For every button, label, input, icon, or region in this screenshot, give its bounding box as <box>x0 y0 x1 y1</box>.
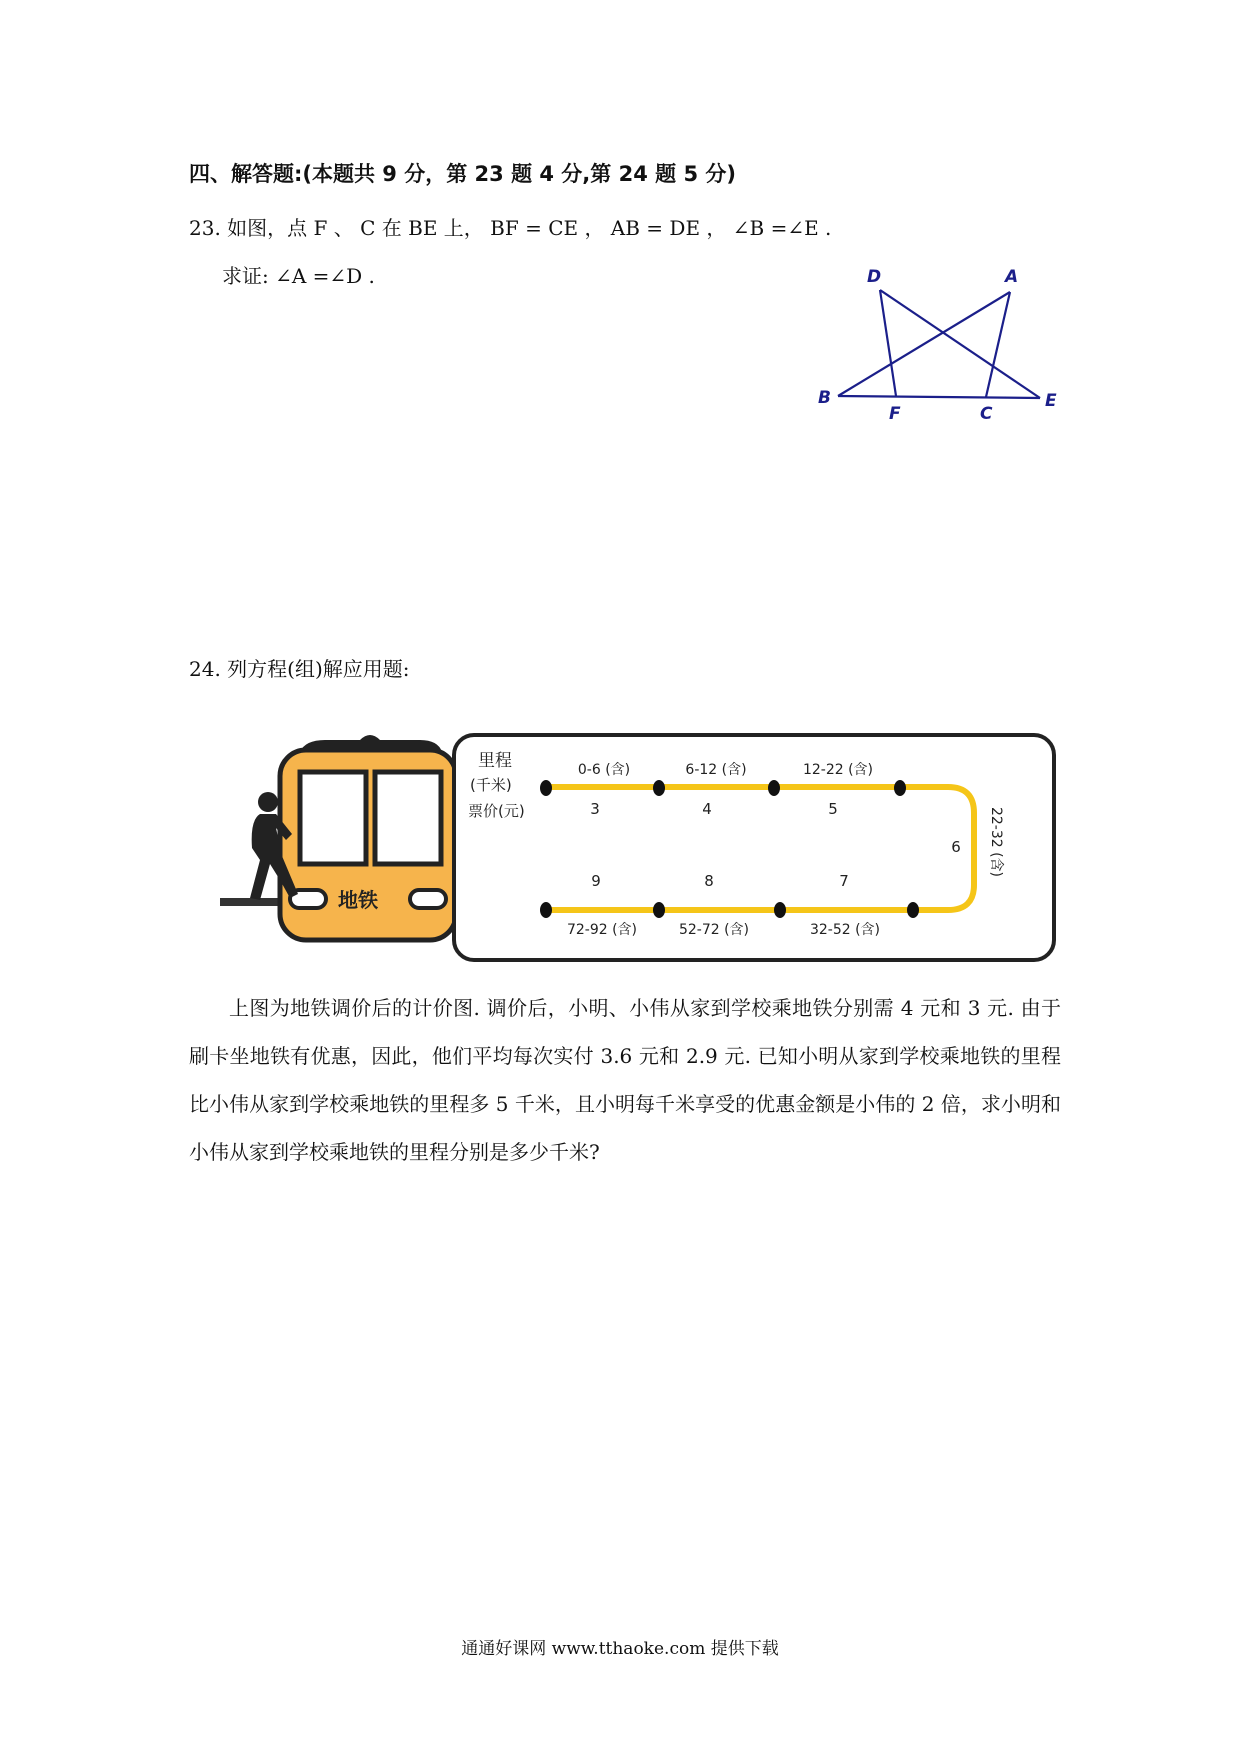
station-bottom-4 <box>907 902 919 918</box>
fare-bottom-2: 8 <box>704 872 714 890</box>
section-title: 四、解答题:(本题共 9 分，第 23 题 4 分,第 24 题 5 分) <box>189 162 736 186</box>
segment-be <box>838 396 1040 398</box>
q24-heading: 24. 列方程(组)解应用题: <box>189 657 410 681</box>
segment-de <box>880 290 1040 398</box>
fare-bottom-1: 9 <box>591 872 601 890</box>
q23-prove: 求证: ∠A =∠D . <box>222 264 375 288</box>
range-bottom-2: 52-72 (含) <box>678 922 750 938</box>
label-c: C <box>980 404 993 424</box>
station-top-2 <box>653 780 665 796</box>
label-d: D <box>867 267 882 287</box>
label-f: F <box>889 404 901 424</box>
legend-distance: 里程 <box>478 751 512 771</box>
q23-statement: 23. 如图，点 F 、 C 在 BE 上， BF = CE ， AB = DE ， ∠B =∠E . <box>189 216 832 240</box>
legend-fare: 票价(元) <box>468 802 525 820</box>
subway-fare-chart <box>220 730 1060 965</box>
station-top-3 <box>768 780 780 796</box>
footer-credit: 通通好课网 www.tthaoke.com 提供下载 <box>461 1639 779 1659</box>
station-bottom-1 <box>540 902 552 918</box>
train-label: 地铁 <box>338 888 378 912</box>
station-top-4 <box>894 780 906 796</box>
segment-ac <box>986 292 1010 397</box>
range-top-1: 0-6 (含) <box>577 762 631 778</box>
label-b: B <box>818 388 831 408</box>
station-top-1 <box>540 780 552 796</box>
triangle-figure <box>800 260 1080 430</box>
fare-top-2: 4 <box>702 800 712 818</box>
label-e: E <box>1045 391 1057 411</box>
station-bottom-2 <box>653 902 665 918</box>
legend-km: (千米) <box>470 776 512 794</box>
range-turn: 22-32 (含) <box>988 806 1004 878</box>
q24-paragraph: 上图为地铁调价后的计价图. 调价后，小明、小伟从家到学校乘地铁分别需 4 元和 3 元. 由于刷卡坐地铁有优惠，因此，他们平均每次实付 3.6 元和 2.9 元. 已知小明从家到学校乘地铁的里程比小伟从家到学校乘地铁的里程多 5 千米，且小明每千米享受的优惠金额是小伟的 2 倍，求小明和小伟从家到学校乘地铁的里程分别是多少千米? <box>189 996 1061 1164</box>
range-top-2: 6-12 (含) <box>685 762 747 778</box>
fare-top-1: 3 <box>590 800 600 818</box>
range-top-3: 12-22 (含) <box>802 762 874 778</box>
subway-train <box>280 735 456 940</box>
range-bottom-1: 72-92 (含) <box>566 922 638 938</box>
station-bottom-3 <box>774 902 786 918</box>
segment-ab <box>838 292 1010 396</box>
fare-top-3: 5 <box>828 800 838 818</box>
range-bottom-3: 32-52 (含) <box>809 922 881 938</box>
segment-df <box>880 290 896 396</box>
label-a: A <box>1005 267 1019 287</box>
fare-bottom-3: 7 <box>839 872 849 890</box>
fare-turn: 6 <box>951 838 961 856</box>
fare-frame <box>454 735 1054 960</box>
